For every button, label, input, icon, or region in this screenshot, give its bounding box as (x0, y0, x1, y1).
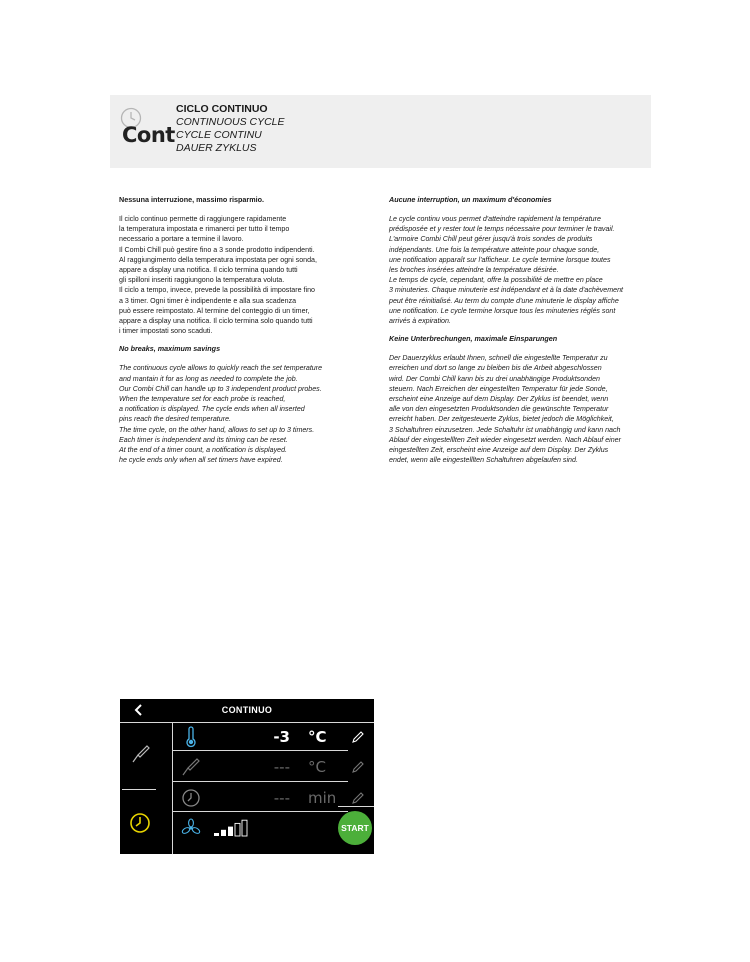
timer-value: --- (273, 789, 290, 807)
fan-row[interactable] (172, 813, 348, 843)
french-heading: Aucune interruption, un maximum d'économies (389, 195, 552, 204)
control-panel-display (120, 699, 374, 854)
probe-mode-icon[interactable] (130, 743, 152, 765)
probe-row[interactable] (172, 752, 348, 782)
french-body: Le cycle continu vous permet d'atteindre rapidement la température prédisposée et y rester tout le temps nécessaire pour terminer le travail. L'armoire Combi Chill peut gérer jusqu'à trois sondes de produits indépendants. Une fois la température atteinte pour chaque sonde, une notification apparaît sur l'afficheur. Le cycle termine lorsque toutes les broches insérées atteindre la température désirée. Le temps de cycle, cependant, offre la possibilité de mettre en place 3 minuteries. Chaque minuterie est indépendant et à la date d'achèvement peut être réinitialisé. Au term du compte d'une minuterie le display affiche une notification. Le cycle termine lorsque tous les minuteries réglés sont arrivés à expiration. (389, 215, 624, 326)
edit-icon[interactable] (350, 759, 366, 775)
italian-body: Il ciclo continuo permette di raggiungere rapidamente la temperatura impostata e rimanerci per tutto il tempo necessario a portare a termine il lavoro. Il Combi Chill può gestire fino a 3 sonde prodotto indipendenti. Al raggiungimento della temperatura impostata per ogni sonda, appare a display una notifica. Il ciclo termina quando tutti gli spilloni inseriti raggiungono la temperatura voluta. Il ciclo a tempo, invece, prevede la possibilità di impostare fino a 3 timer. Ogni timer è indipendente e alla sua scadenza può essere reimpostato. Al termine del conteggio di un timer, appare a display una notifica. Il ciclo termina solo quando tutti i timer impostati sono scaduti. (119, 215, 317, 336)
title-french: CYCLE CONTINU (176, 129, 262, 141)
fan-speed-bar (214, 833, 219, 836)
title-german: DAUER ZYKLUS (176, 142, 257, 154)
fan-icon (180, 817, 202, 839)
temperature-row[interactable] (172, 722, 348, 752)
probe-value: --- (273, 758, 290, 776)
timer-row[interactable] (172, 783, 348, 813)
timer-icon (180, 787, 202, 809)
divider (122, 789, 156, 790)
edit-icon[interactable] (350, 729, 366, 745)
title-english: CONTINUOUS CYCLE (176, 116, 285, 128)
german-body: Der Dauerzyklus erlaubt Ihnen, schnell die eingestellte Temperatur zu erreichen und dort so lange zu bleiben bis die Arbeit abgeschlossen wird. Der Combi Chill kann bis zu drei unabhängige Produktsonden steuern. Nach Erreichen der eingestellten Temperatur für jede Sonde, erscheint eine Anzeige auf dem Display. Der Zyklus ist beendet, wenn alle von den eingesetzten Produktsonden die gewünschte Temperatur erreicht haben. Der zeitgesteuerte Zyklus, bietet jedoch die Möglichkeit, 3 Schaltuhren einzusetzen. Jede Schaltuhr ist unabhängig und kann nach Ablauf der eingestelllten Zeit wieder eingesetzt werden. Nach Ablauf einer eingestellten Zeit, erscheint eine Anzeige auf dem Display. Der Zyklus endet, wenn alle eingestelllten Schaltuhren abgelaufen sind. (389, 354, 621, 465)
timer-mode-icon[interactable] (128, 811, 152, 835)
fan-speed-indicator (212, 818, 252, 838)
continuous-cycle-logo (120, 107, 175, 157)
thermometer-icon (180, 726, 202, 748)
fan-speed-bar (242, 820, 247, 836)
fan-speed-bar (221, 830, 226, 836)
start-button[interactable]: START (338, 811, 372, 845)
temperature-unit: °C (308, 728, 327, 746)
edit-icon[interactable] (350, 790, 366, 806)
header-band (110, 95, 651, 168)
probe-icon (180, 756, 202, 778)
fan-speed-bar (235, 823, 240, 836)
left-column (119, 195, 351, 473)
temperature-value: -3 (273, 728, 290, 746)
right-column (389, 195, 651, 473)
screen-title: CONTINUO (221, 705, 273, 715)
italian-heading: Nessuna interruzione, massimo risparmio. (119, 195, 264, 204)
english-body: The continuous cycle allows to quickly reach the set temperature and mantain it for as long as needed to complete the job. Our Combi Chill can handle up to 3 independent product probes. When the temperature set for each probe is reached, a notification is displayed. The cycle ends when all inserted pins reach the desired temperature. The time cycle, on the other hand, allows to set up to 3 timers. Each timer is independent and its timing can be reset. At the end of a timer count, a notification is displayed. he cycle ends only when all set timers have expired. (119, 364, 323, 465)
english-heading: No breaks, maximum savings (119, 344, 221, 354)
section-titles (176, 103, 285, 155)
german-heading: Keine Unterbrechungen, maximale Einsparungen (389, 334, 558, 344)
timer-unit: min (308, 789, 337, 807)
fan-speed-bar (228, 827, 233, 836)
title-italian: CICLO CONTINUO (176, 103, 268, 115)
probe-unit: °C (308, 758, 326, 776)
logo-word: Cont (122, 123, 175, 147)
